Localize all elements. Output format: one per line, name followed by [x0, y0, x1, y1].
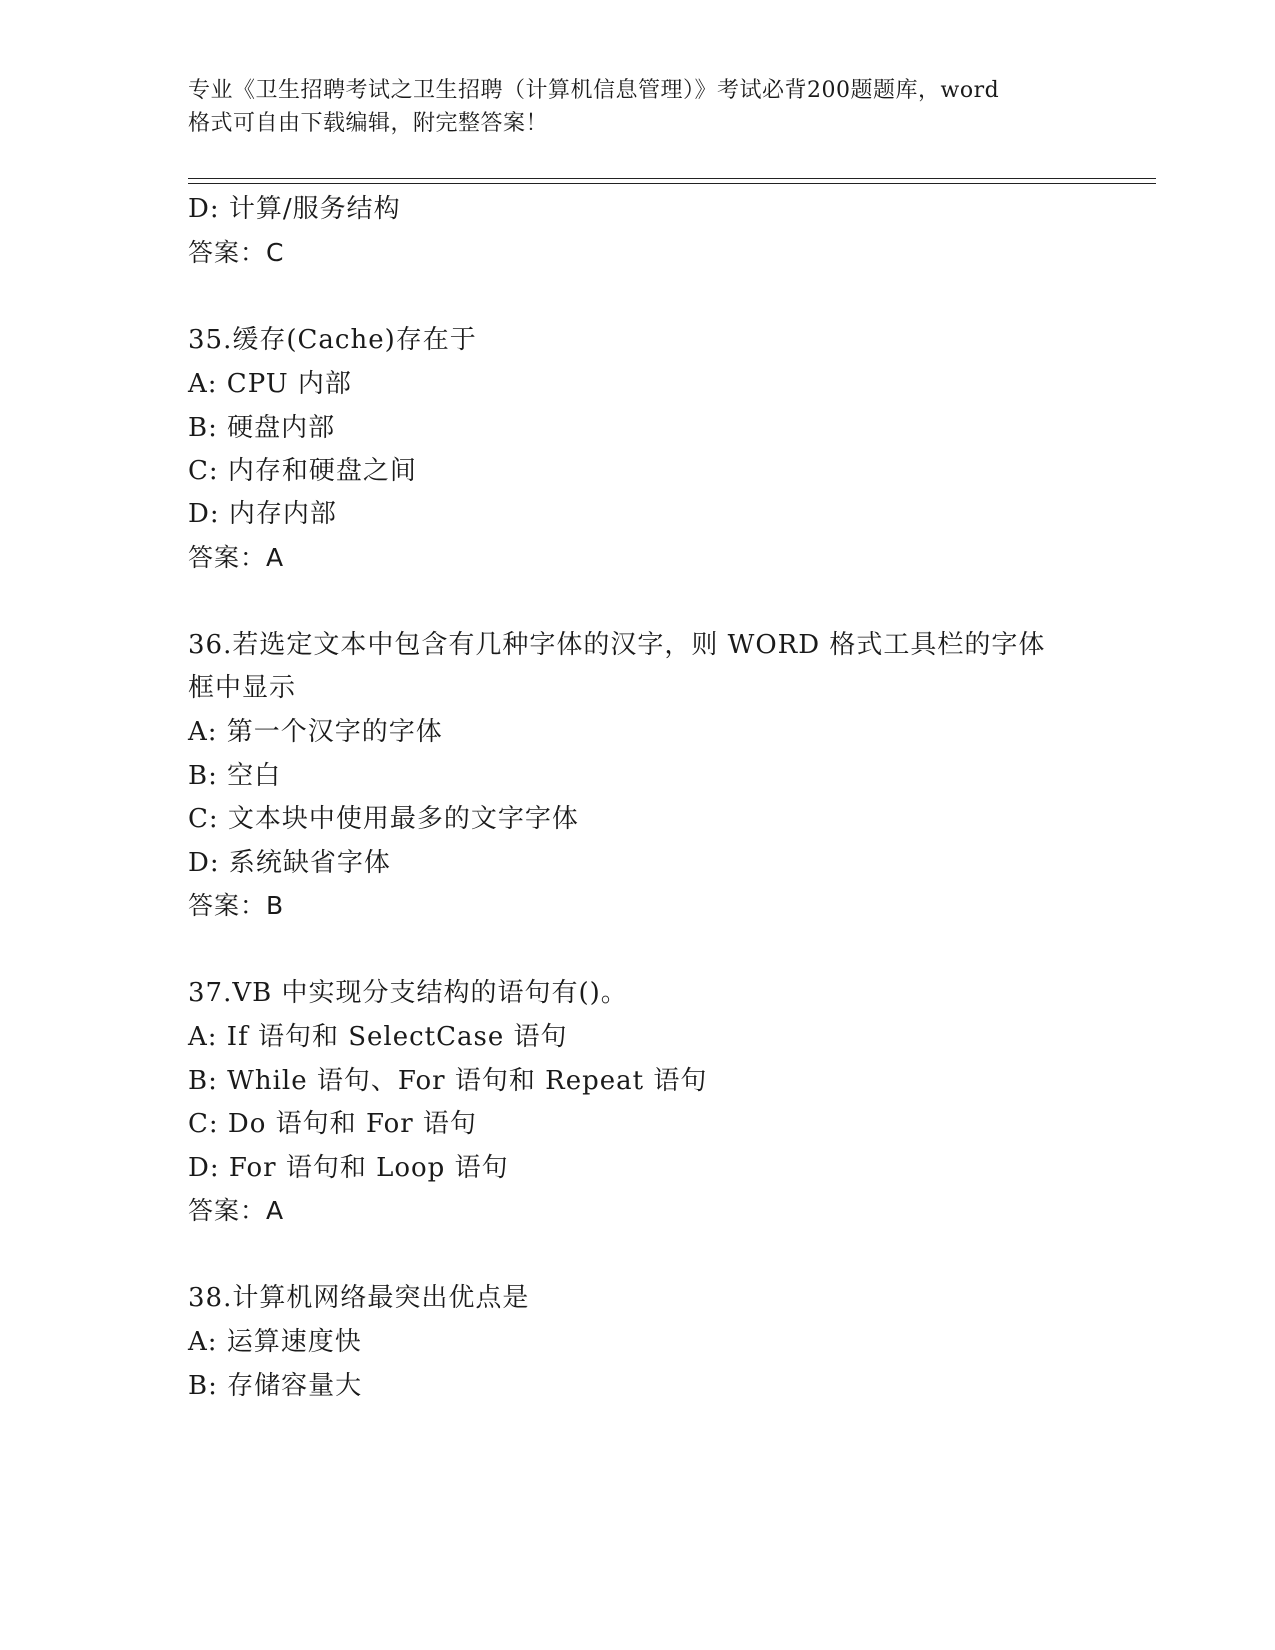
q37-option-a: A: If 语句和 SelectCase 语句: [188, 1022, 568, 1052]
q35-answer: 答案：A: [188, 543, 285, 572]
q36-option-a: A: 第一个汉字的字体: [188, 717, 443, 747]
q35-option-d: D: 内存内部: [188, 499, 337, 529]
q36-question-line-2: 框中显示: [188, 673, 297, 703]
header-line-2: 格式可自由下载编辑，附完整答案！: [188, 111, 549, 136]
q37-option-d: D: For 语句和 Loop 语句: [188, 1153, 509, 1183]
q36-answer: 答案：B: [188, 891, 285, 920]
header-divider-bottom: [188, 183, 1156, 184]
q35-option-a: A: CPU 内部: [188, 369, 352, 399]
q37-answer: 答案：A: [188, 1196, 285, 1225]
q37-option-c: C: Do 语句和 For 语句: [188, 1109, 477, 1139]
q35-option-b: B: 硬盘内部: [188, 413, 336, 443]
q38-question: 38.计算机网络最突出优点是: [188, 1283, 530, 1313]
q38-option-b: B: 存储容量大: [188, 1371, 363, 1401]
q36-option-b: B: 空白: [188, 761, 282, 791]
q34-answer: 答案：C: [188, 238, 285, 267]
q36-question-line-1: 36.若选定文本中包含有几种字体的汉字，则 WORD 格式工具栏的字体: [188, 630, 1046, 660]
header-line-1: 专业《卫生招聘考试之卫生招聘（计算机信息管理）》考试必背200题题库，word: [188, 78, 1000, 103]
q36-option-c: C: 文本块中使用最多的文字字体: [188, 804, 579, 834]
q34-option-d: D: 计算/服务结构: [188, 194, 401, 224]
q35-option-c: C: 内存和硬盘之间: [188, 456, 417, 486]
header-divider-top: [188, 178, 1156, 179]
q36-option-d: D: 系统缺省字体: [188, 848, 391, 878]
q37-question: 37.VB 中实现分支结构的语句有()。: [188, 978, 628, 1008]
q38-option-a: A: 运算速度快: [188, 1327, 362, 1357]
q35-question: 35.缓存(Cache)存在于: [188, 325, 477, 355]
q37-option-b: B: While 语句、For 语句和 Repeat 语句: [188, 1066, 708, 1096]
document-header: [188, 74, 1088, 140]
